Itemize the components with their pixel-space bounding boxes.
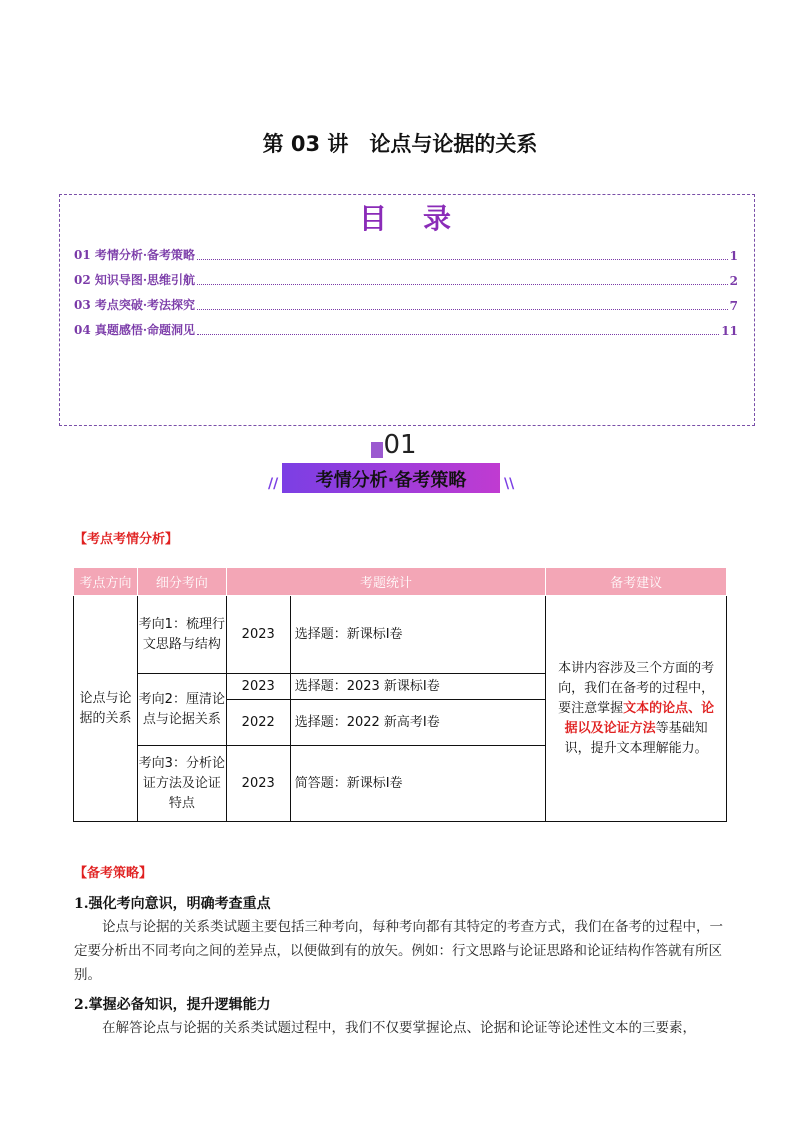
toc-heading: 目 录 <box>358 202 455 235</box>
stat-cell: 选择题：2022 新高考Ⅰ卷 <box>290 700 546 746</box>
year-cell: 2023 <box>226 596 290 674</box>
header-cell: 备考建议 <box>546 568 727 596</box>
advice-text: 本讲内容涉及三个方面的考向，我们在备考的过程中，要注意掌握 <box>558 660 715 716</box>
strategy-tag: 【备考策略】 <box>74 866 153 881</box>
advice-text: 等基础知识，提升文本理解能力。 <box>564 720 708 756</box>
toc-item-label: 02 知识导图·思维引航 <box>74 273 196 287</box>
document-title: 第 03 讲 论点与论据的关系 <box>262 132 538 156</box>
toc-leader-dots <box>197 259 728 260</box>
toc-item-label: 01 考情分析·备考策略 <box>74 248 196 262</box>
strategy-paragraph: 在解答论点与论据的关系类试题过程中，我们不仅要掌握论点、论据和论证等论述性文本的三要素， <box>102 1020 696 1036</box>
toc-leader-dots <box>197 334 719 335</box>
header-cell: 细分考向 <box>137 568 226 596</box>
toc-item[interactable] <box>74 247 738 263</box>
direction-cell: 考向2：厘清论点与论据关系 <box>137 674 226 746</box>
section-title: 考情分析·备考策略 <box>315 470 467 491</box>
toc-item-page: 2 <box>729 274 738 288</box>
header-cell: 考点方向 <box>74 568 138 596</box>
analysis-tag: 【考点考情分析】 <box>74 532 179 547</box>
exam-statistics-table <box>73 567 727 822</box>
table-row <box>74 596 727 674</box>
direction-cell: 考向3：分析论证方法及论证特点 <box>137 746 226 822</box>
strategy-heading: 1.强化考向意识，明确考查重点 <box>74 896 271 912</box>
direction-cell: 考向1：梳理行文思路与结构 <box>137 596 226 674</box>
toc-leader-dots <box>197 309 728 310</box>
year-cell: 2023 <box>226 746 290 822</box>
slash-decoration-right: \\ <box>504 476 515 492</box>
stat-cell: 选择题：新课标Ⅰ卷 <box>290 596 546 674</box>
toc-item-label: 03 考点突破·考法探究 <box>74 298 196 312</box>
year-cell: 2023 <box>226 674 290 700</box>
toc-leader-dots <box>197 284 728 285</box>
slash-decoration-left: // <box>268 476 279 492</box>
section-number: 01 <box>383 430 417 460</box>
stat-cell: 简答题：新课标Ⅰ卷 <box>290 746 546 822</box>
header-cell: 考题统计 <box>226 568 546 596</box>
table-header-row <box>74 568 727 596</box>
toc-item[interactable] <box>74 322 738 338</box>
toc-item[interactable] <box>74 272 738 288</box>
strategy-paragraph: 论点与论据的关系类试题主要包括三种考向，每种考向都有其特定的考查方式，我们在备考的过程中，一定要分析出不同考向之间的差异点，以便做到有的放矢。例如：行文思路与论证思路和论证结构作答就有所区别。 <box>74 919 723 983</box>
toc-item-page: 1 <box>729 249 738 263</box>
advice-cell <box>546 596 727 822</box>
toc-item-page: 11 <box>721 324 738 338</box>
toc-item-label: 04 真题感悟·命题洞见 <box>74 323 196 337</box>
toc-item-page: 7 <box>729 299 738 313</box>
strategy-heading: 2.掌握必备知识，提升逻辑能力 <box>74 997 271 1013</box>
year-cell: 2022 <box>226 700 290 746</box>
table-of-contents <box>59 194 755 426</box>
main-topic-cell: 论点与论据的关系 <box>74 596 138 822</box>
advice-highlight: 文本的论点、论据以及论证方法 <box>564 700 715 736</box>
toc-item[interactable] <box>74 297 738 313</box>
stat-cell: 选择题：2023 新课标Ⅰ卷 <box>290 674 546 700</box>
